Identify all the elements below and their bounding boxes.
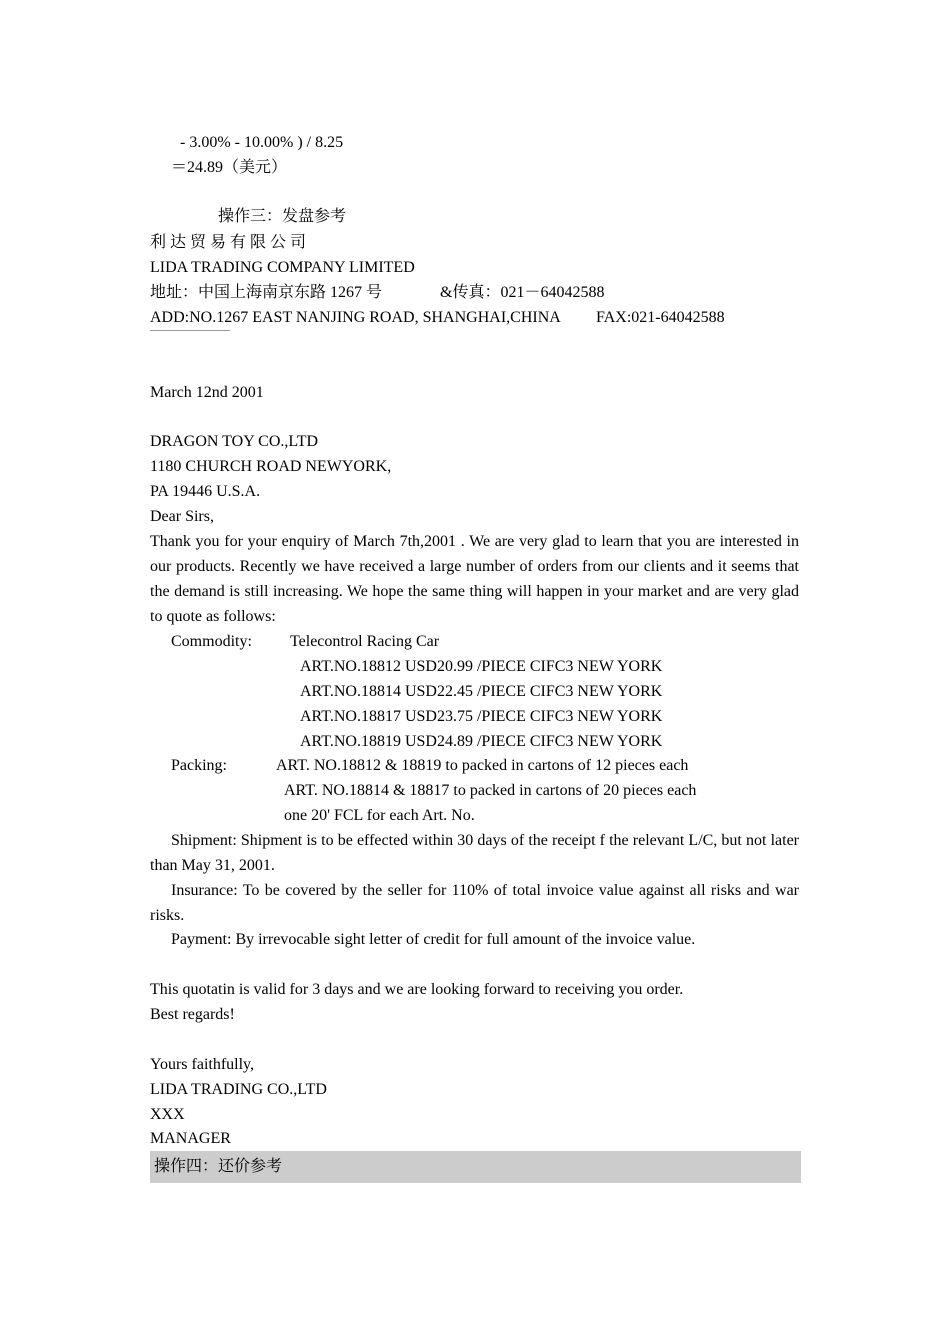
calc-line-1: - 3.00% - 10.00% ) / 8.25	[180, 134, 344, 151]
letterhead-company-en: LIDA TRADING COMPANY LIMITED	[150, 259, 415, 276]
salutation: Dear Sirs,	[150, 508, 214, 525]
letterhead-divider	[150, 330, 230, 331]
commodity-name: Telecontrol Racing Car	[290, 633, 440, 650]
recipient-line: 1180 CHURCH ROAD NEWYORK,	[150, 458, 392, 475]
price-line: ART.NO.18817 USD23.75 /PIECE CIFC3 NEW YORK	[300, 708, 663, 725]
letterhead-company-cn: 利 达 贸 易 有 限 公 司	[150, 234, 307, 251]
signer-company: LIDA TRADING CO.,LTD	[150, 1081, 327, 1098]
price-line: ART.NO.18812 USD20.99 /PIECE CIFC3 NEW YORK	[300, 658, 663, 675]
signer-name: XXX	[150, 1106, 185, 1123]
letterhead-fax-en: FAX:021-64042588	[596, 309, 725, 326]
insurance-paragraph: Insurance: To be covered by the seller for 110% of total invoice value against all risks and war risks.	[150, 882, 799, 924]
price-line: ART.NO.18814 USD22.45 /PIECE CIFC3 NEW YORK	[300, 683, 663, 700]
calc-line-2: ＝24.89（美元）	[171, 159, 288, 176]
section4-heading	[150, 1151, 801, 1183]
letterhead-address-cn: 地址：中国上海南京东路 1267 号	[150, 284, 383, 301]
commodity-label: Commodity:	[171, 633, 252, 650]
packing-line: ART. NO.18814 & 18817 to packed in cartons of 20 pieces each	[284, 782, 697, 799]
recipient-line: DRAGON TOY CO.,LTD	[150, 433, 319, 450]
letterhead-address-en: ADD:NO.1267 EAST NANJING ROAD, SHANGHAI,CHINA	[150, 309, 561, 326]
letterhead-fax-cn: &传真：021－64042588	[440, 284, 605, 301]
packing-label: Packing:	[171, 757, 227, 774]
closing-text: Yours faithfully,	[150, 1056, 255, 1073]
section3-title: 操作三：发盘参考	[218, 208, 347, 225]
regards-text: Best regards!	[150, 1006, 235, 1023]
price-line: ART.NO.18819 USD24.89 /PIECE CIFC3 NEW YORK	[300, 733, 663, 750]
letter-date: March 12nd 2001	[150, 384, 264, 401]
section4-title: 操作四：还价参考	[154, 1158, 283, 1175]
intro-paragraph: Thank you for your enquiry of March 7th,2001 . We are very glad to learn that you are interested in our products. Recently we have received a large number of orders from our clients and it seems that the demand is still increasing. We hope the same thing will happen in your market and are very glad to quote as follows:	[150, 533, 799, 625]
signer-title: MANAGER	[150, 1130, 231, 1147]
packing-line: one 20' FCL for each Art. No.	[284, 807, 475, 824]
validity-text: This quotatin is valid for 3 days and we are looking forward to receiving you order.	[150, 981, 684, 998]
recipient-line: PA 19446 U.S.A.	[150, 483, 261, 500]
packing-line: ART. NO.18812 & 18819 to packed in cartons of 12 pieces each	[276, 757, 689, 774]
payment-paragraph: Payment: By irrevocable sight letter of credit for full amount of the invoice value.	[171, 931, 696, 948]
shipment-paragraph: Shipment: Shipment is to be effected within 30 days of the receipt f the relevant L/C, but not later than May 31, 2001.	[150, 832, 799, 874]
